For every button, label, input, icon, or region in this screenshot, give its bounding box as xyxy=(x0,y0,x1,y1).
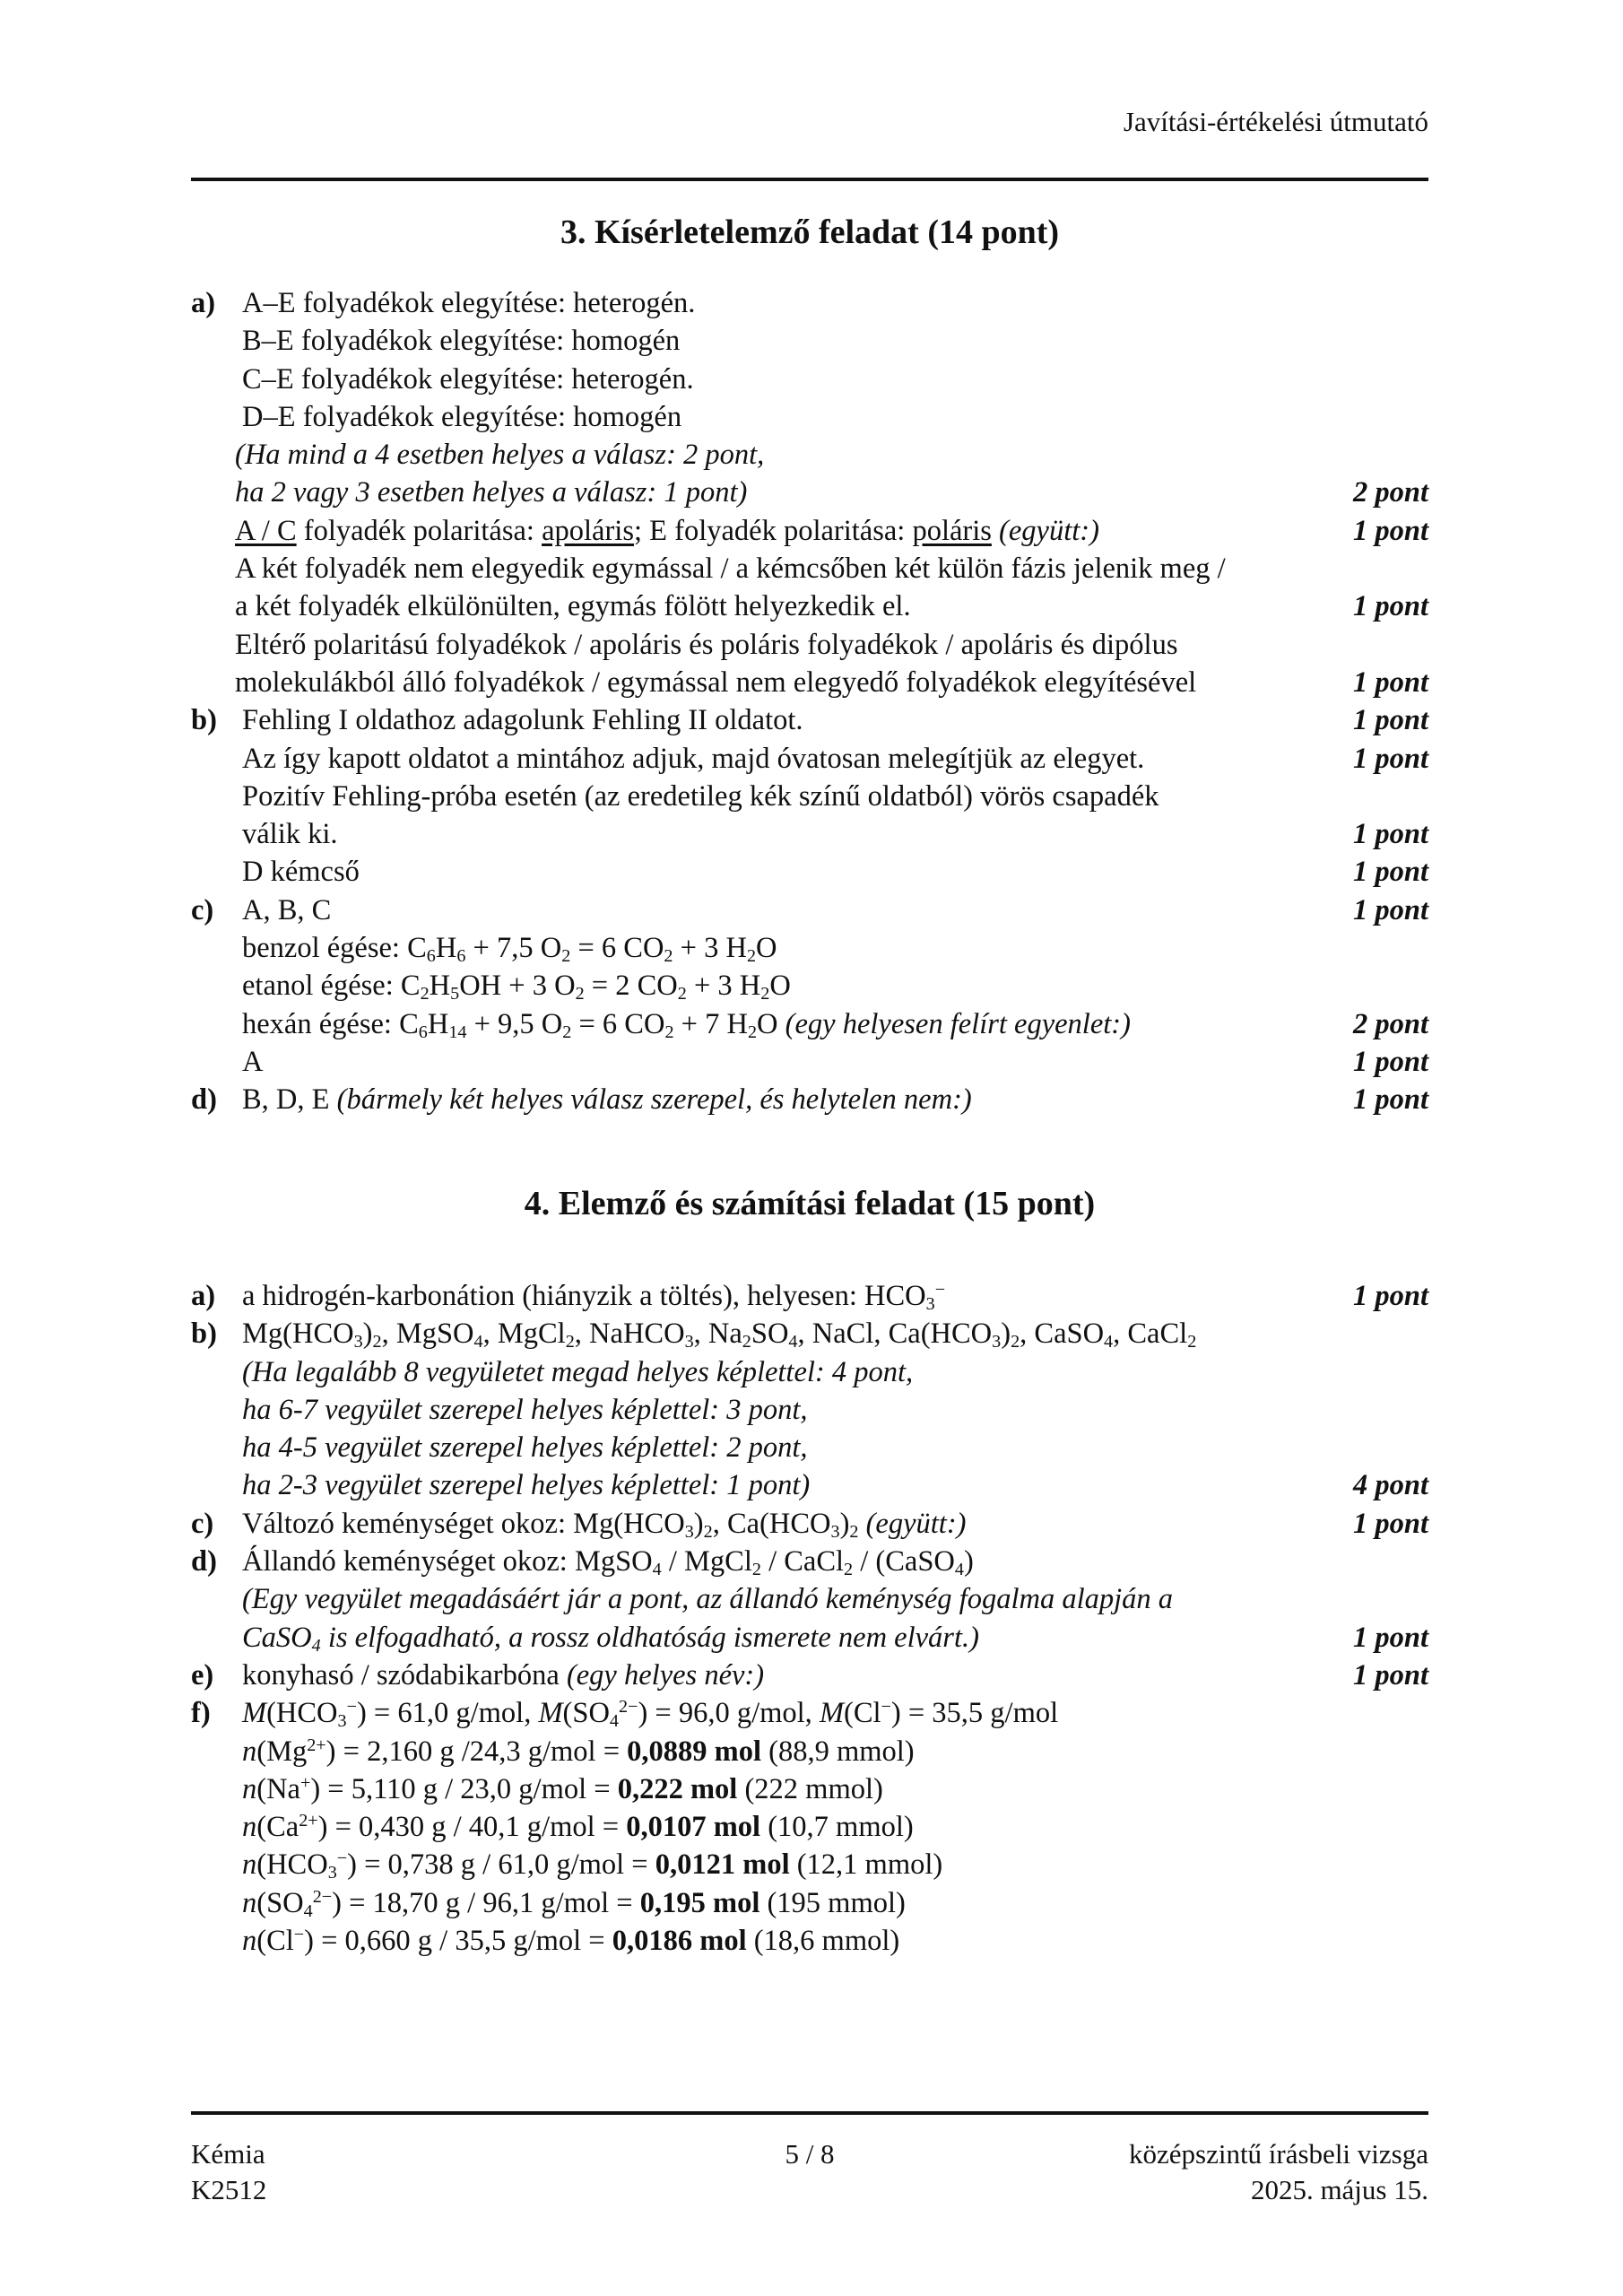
s3-a-line-4: D–E folyadékok elegyítése: homogén xyxy=(242,400,682,433)
s3-a-line-2: B–E folyadékok elegyítése: homogén xyxy=(242,325,681,358)
s3-a-scoring-1: (Ha mind a 4 esetben helyes a válasz: 2 pont, xyxy=(235,439,765,472)
points: 1 pont xyxy=(1353,704,1428,737)
s3-d-label: d) xyxy=(191,1083,217,1117)
s4-e: e) konyhasó / szódabikarbóna (egy helyes név:) 1 pont xyxy=(191,1657,1428,1694)
s3-b-item-1: b) Fehling I oldathoz adagolunk Fehling II oldatot. 1 pont xyxy=(191,701,1428,739)
s4-b-scoring-2: ha 6-7 vegyület szerepel helyes képlettel: 3 pont, xyxy=(242,1393,808,1426)
points: 1 pont xyxy=(1353,1280,1428,1312)
s3-a-line-3: C–E folyadékok elegyítése: heterogén. xyxy=(242,362,694,396)
s4-f-calc-so4: $n(SO_4^{2-}) = 18,70$ g / 96,1 g/mol = 0,195 mol (195 mmol) xyxy=(242,1886,906,1921)
s4-c-label: c) xyxy=(191,1507,214,1540)
points: 1 pont xyxy=(1353,742,1428,775)
s3-a-label: a) xyxy=(191,287,216,319)
header-rule xyxy=(191,178,1428,181)
section-4-body xyxy=(191,1277,1428,1960)
s3-a-mix-2: molekulákból álló folyadékok / egymással nem elegyedő folyadékok elegyítésével 1 pont xyxy=(191,664,1428,701)
footer-exam-level: középszintű írásbeli vizsga xyxy=(1128,2138,1428,2170)
s4-b-scoring-3: ha 4-5 vegyület szerepel helyes képlettel: 2 pont, xyxy=(242,1431,808,1465)
s4-b-scoring-1: (Ha legalább 8 vegyületet megad helyes képlettel: 4 pont, xyxy=(242,1355,914,1388)
s3-b-item-3: Pozitív Fehling-próba esetén (az eredetileg kék színű oldatból) vörös csapadék xyxy=(242,779,1159,813)
s3-a-phase-2: a két folyadék elkülönülten, egymás fölött helyezkedik el. 1 pont xyxy=(191,587,1428,625)
s4-b-compounds: b) $Mg(HCO_3)_2$, MgSO$_4$, MgCl$_2$, NaHCO$_3$, $Na_2SO_4$, NaCl, $Ca(HCO_3)_2$, CaSO$_4$, CaCl$_2$ xyxy=(191,1315,1428,1352)
footer-rule xyxy=(191,2111,1428,2115)
footer-subject: Kémia xyxy=(191,2138,265,2170)
s4-d: d) Állandó keménységet okoz: MgSO$_4$ / MgCl$_2$ / CaCl$_2$ / (CaSO$_4$) xyxy=(191,1543,1428,1580)
footer-row-2 xyxy=(191,2172,1428,2208)
s3-b-item-4: válik ki. 1 pont xyxy=(191,815,1428,853)
points: 4 pont xyxy=(1353,1469,1428,1502)
s4-b-label: b) xyxy=(191,1318,217,1351)
points: 1 pont xyxy=(1353,514,1428,547)
s3-c-final: A 1 pont xyxy=(191,1043,1428,1081)
points: 1 pont xyxy=(1353,818,1428,851)
s3-c-eq-hexan: hexán égése: $C_6H_{14} + 9,5$ $O_2 = 6$ $CO_2 + 7$ $H_2O$ (egy helyesen felírt egyenlet:) 2 pont xyxy=(191,1005,1428,1043)
s4-f-molar-masses: f) $M(HCO_3^-) = 61,0$ g/mol, $M(SO_4^{2-}) = 96,0$ g/mol, M(Cl−) = 35,5 g/mol xyxy=(191,1694,1428,1732)
s3-c-answer: c) A, B, C 1 pont xyxy=(191,891,1428,929)
points: 1 pont xyxy=(1353,1045,1428,1078)
points: 1 pont xyxy=(1353,590,1428,623)
s4-d-label: d) xyxy=(191,1545,217,1578)
s3-a-polarity: A / C folyadék polaritása: apoláris; E folyadék polaritása: poláris (együtt:) 1 pont xyxy=(191,512,1428,550)
s4-f-label: f) xyxy=(191,1697,211,1730)
section-3-body xyxy=(191,284,1428,1119)
s4-f-calc-hco3: $n(HCO_3^-) = 0,738$ g / 61,0 g/mol = 0,0121 mol (12,1 mmol) xyxy=(242,1848,943,1883)
points: 1 pont xyxy=(1353,1658,1428,1692)
page-footer xyxy=(191,2136,1428,2208)
s3-c-eq-benzol: benzol égése: $C_6H_6 + 7,5$ $O_2 = 6$ $CO_2 + 3$ $H_2O$ xyxy=(242,932,777,967)
points: 2 pont xyxy=(1353,1007,1428,1040)
footer-code: K2512 xyxy=(191,2174,267,2205)
s3-c-eq-etanol: etanol égése: $C_2H_5OH + 3$ $O_2 = 2$ $CO_2 + 3$ $H_2O$ xyxy=(242,970,791,1004)
s4-d-note-2: CaSO$_4$ is elfogadható, a rossz oldhatóság ismerete nem elvárt.) 1 pont xyxy=(191,1619,1428,1657)
footer-row-1 xyxy=(191,2136,1428,2172)
section-4-title: 4. Elemző és számítási feladat (15 pont) xyxy=(524,1185,1096,1222)
s4-b-scoring-4: ha 2-3 vegyület szerepel helyes képlettel: 1 pont) 4 pont xyxy=(191,1466,1428,1504)
s4-c: c) Változó keménységet okoz: $Mg(HCO_3)_2$, $Ca(HCO_3)_2$ (együtt:) 1 pont xyxy=(191,1505,1428,1543)
points: 1 pont xyxy=(1353,1083,1428,1117)
s4-f-calc-cl: n(Cl−) = 0,660 g / 35,5 g/mol = 0,0186 mol (18,6 mmol) xyxy=(242,1924,900,1958)
points: 1 pont xyxy=(1353,1621,1428,1654)
s4-f-calc-ca: $n(Ca^{2+}) = 0,430$ g / 40,1 g/mol = 0,0107 mol (10,7 mmol) xyxy=(242,1811,914,1844)
running-header: Javítási-értékelési útmutató xyxy=(1123,106,1428,137)
s4-f-calc-na: n(Na+) = 5,110 g / 23,0 g/mol = 0,222 mol (222 mmol) xyxy=(242,1772,883,1805)
s3-d-answer: d) B, D, E (bármely két helyes válasz szerepel, és helytelen nem:) 1 pont xyxy=(191,1081,1428,1118)
s3-b-label: b) xyxy=(191,704,217,737)
footer-page-number: 5 / 8 xyxy=(785,2138,835,2170)
points: 2 pont xyxy=(1353,476,1428,509)
s4-a-label: a) xyxy=(191,1280,216,1312)
s3-c-label: c) xyxy=(191,893,214,926)
s4-f-calc-mg: $n(Mg^{2+}) = 2,160$ g /24,3 g/mol = 0,0889 mol (88,9 mmol) xyxy=(242,1735,915,1768)
s3-b-item-2: Az így kapott oldatot a mintához adjuk, majd óvatosan melegítjük az elegyet. 1 pont xyxy=(191,740,1428,778)
points: 1 pont xyxy=(1353,1507,1428,1540)
points: 1 pont xyxy=(1353,893,1428,926)
s3-a-mix-1: Eltérő polaritású folyadékok / apoláris és poláris folyadékok / apoláris és dipólus xyxy=(235,628,1178,661)
points: 1 pont xyxy=(1353,665,1428,699)
s3-a-scoring-2: ha 2 vagy 3 esetben helyes a válasz: 1 pont) 2 pont xyxy=(191,474,1428,511)
section-3-title: 3. Kísérletelemző feladat (14 pont) xyxy=(560,213,1060,251)
s3-a-line-1: a) A–E folyadékok elegyítése: heterogén. xyxy=(191,284,1428,322)
s4-d-note-1: (Egy vegyület megadásáért jár a pont, az állandó keménység fogalma alapján a xyxy=(242,1583,1174,1616)
s4-e-label: e) xyxy=(191,1658,214,1692)
footer-date: 2025. május 15. xyxy=(1250,2174,1428,2205)
s3-a-phase-1: A két folyadék nem elegyedik egymással / a kémcsőben két külön fázis jelenik meg / xyxy=(235,552,1226,586)
s4-a: a) a hidrogén-karbonátion (hiányzik a töltés), helyesen: $HCO_3^-$ 1 pont xyxy=(191,1277,1428,1315)
s3-b-item-5: D kémcső 1 pont xyxy=(191,853,1428,891)
points: 1 pont xyxy=(1353,856,1428,889)
